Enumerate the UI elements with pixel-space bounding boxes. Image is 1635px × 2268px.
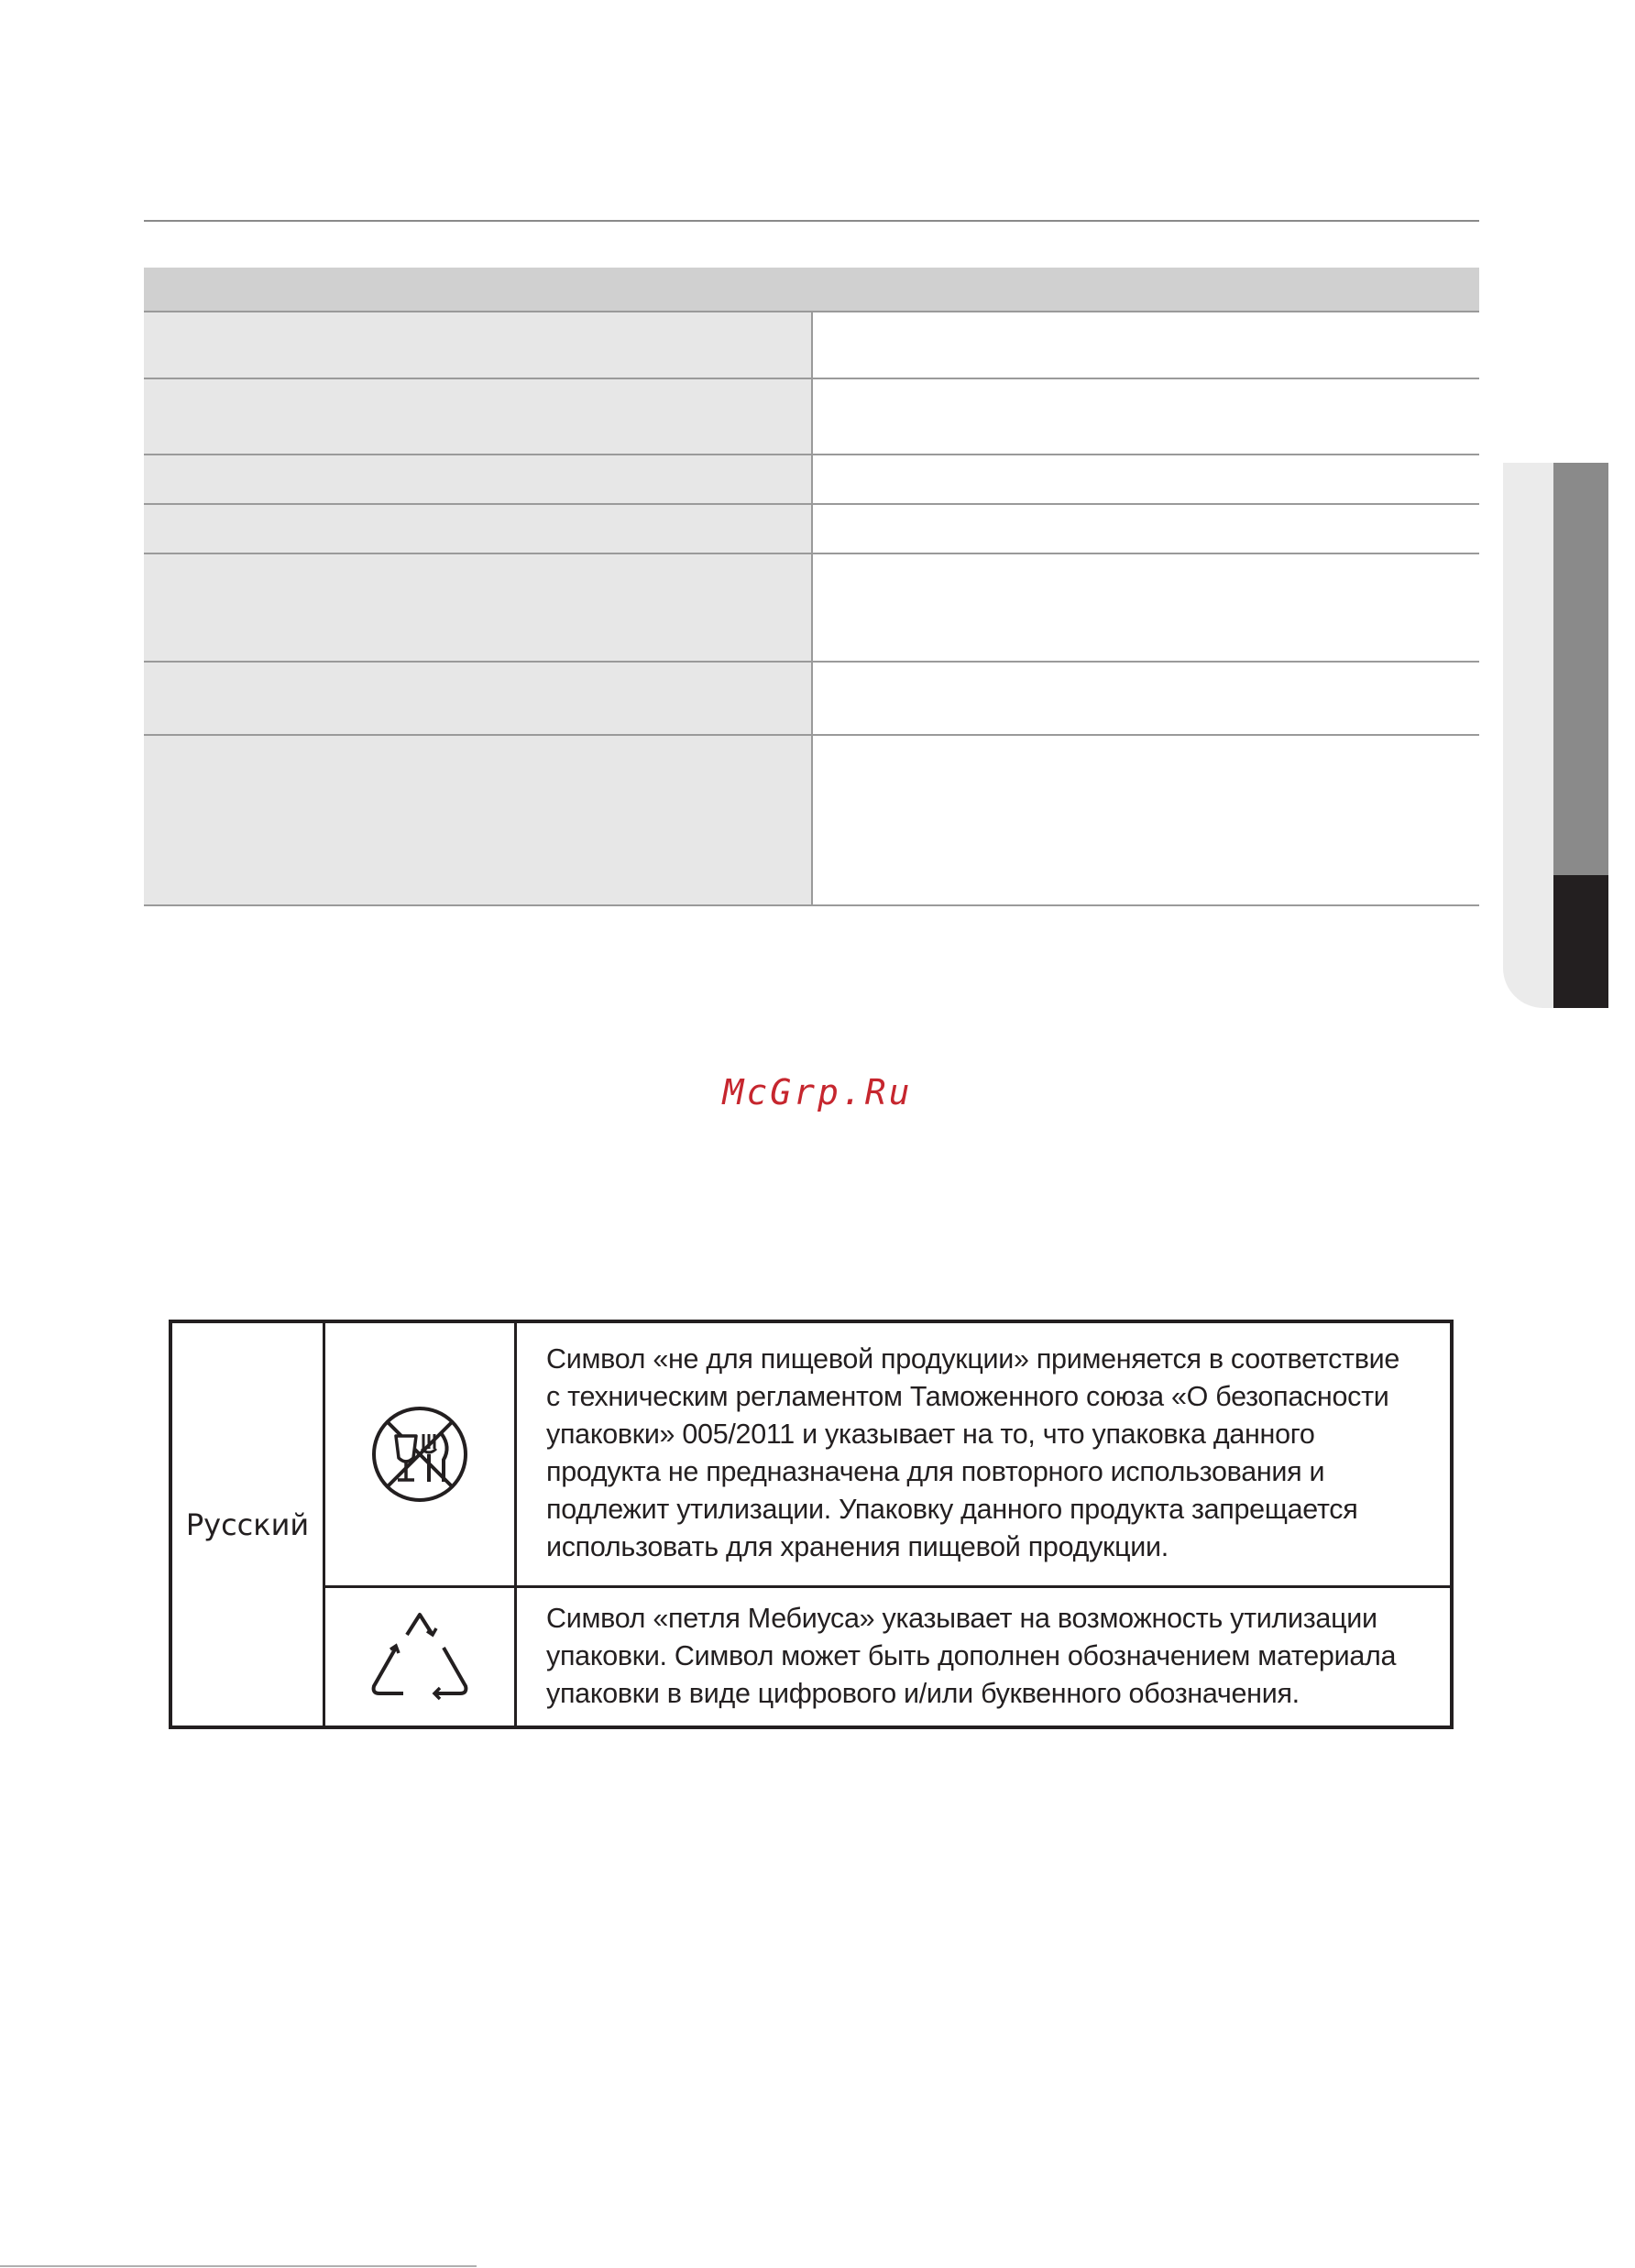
description-line: продукта не предназначена для повторного использования и [546,1456,1325,1487]
not-for-food-icon [368,1403,471,1506]
spec-row [144,378,1479,455]
symbol-icon-cell [324,1587,516,1728]
spec-row-label [144,553,812,662]
spec-row-value [812,455,1480,504]
symbol-icon-cell [324,1321,516,1587]
description-line: упаковки» 005/2011 и указывает на то, что упаковка данного [546,1419,1315,1450]
spec-row-label [144,312,812,378]
spec-row [144,312,1479,378]
description-line: с техническим регламентом Таможенного союза «О безопасности [546,1381,1389,1412]
description-line: Символ «петля Мебиуса» указывает на возможность утилизации [546,1602,1377,1634]
spec-row-value [812,378,1480,455]
symbol-description [516,1587,1453,1728]
side-section-tab-background [1503,463,1553,1008]
spec-header-col-1 [144,268,812,312]
symbol-row-mobius-loop [170,1587,1452,1728]
spec-row [144,455,1479,504]
watermark: McGrp.Ru [722,1072,913,1112]
description-line: подлежит утилизации. Упаковку данного продукта запрещается [546,1494,1358,1525]
symbol-description [516,1321,1453,1587]
spec-row-label [144,378,812,455]
side-section-tab-active [1553,875,1608,1008]
top-divider [144,220,1479,222]
spec-row-value [812,662,1480,735]
symbol-row-not-for-food [170,1321,1452,1587]
spec-row-value [812,312,1480,378]
spec-row-label [144,455,812,504]
spec-row [144,504,1479,553]
side-section-tab [1553,463,1608,875]
spec-row [144,662,1479,735]
description-line: упаковки. Символ может быть дополнен обозначением материала [546,1639,1397,1671]
spec-row-value [812,735,1480,905]
spec-row [144,553,1479,662]
description-line: упаковки в виде цифрового и/или буквенного обозначения. [546,1677,1300,1709]
footer-divider [0,2265,477,2267]
description-line: Символ «не для пищевой продукции» применяется в соответствие [546,1343,1400,1375]
spec-row [144,735,1479,905]
spec-table-header [144,268,1479,312]
mobius-loop-icon [367,1607,473,1706]
spec-table [144,268,1479,906]
packaging-symbols-table [169,1320,1454,1729]
spec-row-value [812,504,1480,553]
spec-row-label [144,504,812,553]
spec-row-label [144,735,812,905]
spec-header-col-2 [812,268,1480,312]
spec-row-label [144,662,812,735]
description-line: использовать для хранения пищевой продукции. [546,1531,1169,1562]
language-label: Русский [170,1321,324,1727]
spec-row-value [812,553,1480,662]
